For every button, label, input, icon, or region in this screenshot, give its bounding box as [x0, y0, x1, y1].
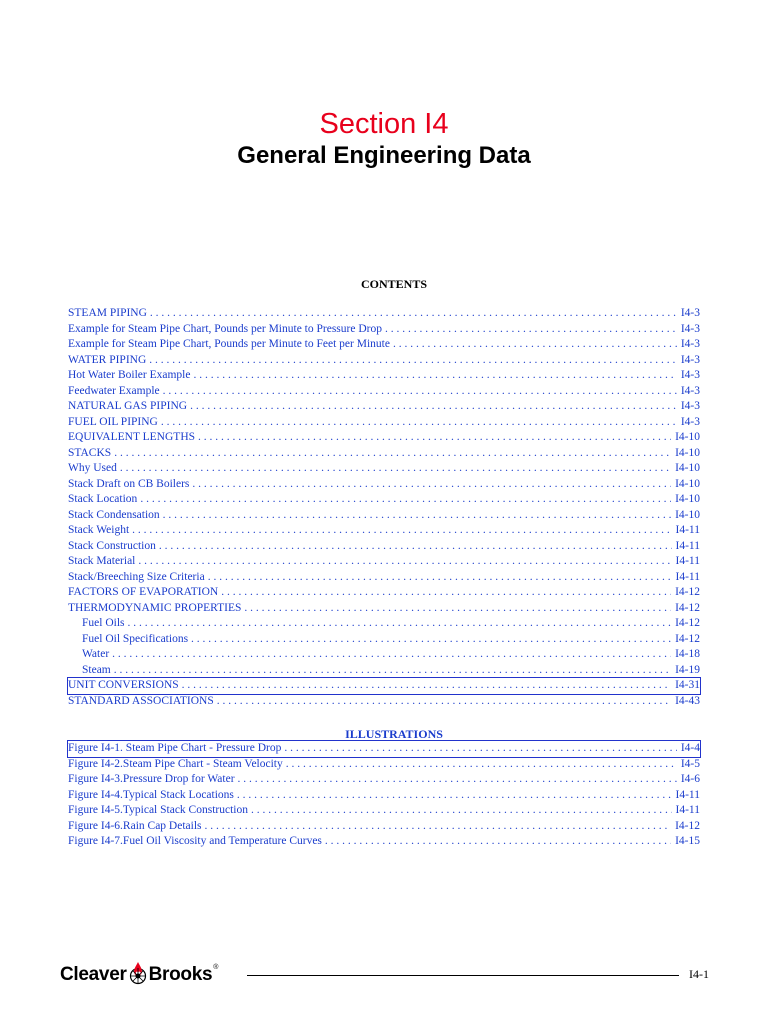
- toc-entry-page[interactable]: I4-3: [680, 369, 700, 381]
- toc-entry[interactable]: [68, 353, 700, 369]
- dot-leader: [198, 430, 671, 446]
- toc-entry-page[interactable]: I4-3: [680, 400, 700, 412]
- figure-entry-page[interactable]: I4-11: [675, 788, 700, 801]
- toc-entry[interactable]: [68, 678, 700, 694]
- toc-entry-page[interactable]: I4-12: [675, 601, 700, 614]
- cleaver-brooks-logo: [60, 958, 218, 992]
- dot-leader: [159, 539, 672, 555]
- toc-entry-label[interactable]: Stack Location: [68, 493, 138, 505]
- dot-leader: [140, 492, 671, 508]
- figure-entry[interactable]: [68, 772, 700, 788]
- dot-leader: [138, 554, 671, 570]
- toc-entry[interactable]: [68, 539, 700, 555]
- dot-leader: [208, 570, 672, 586]
- dot-leader: [217, 694, 671, 710]
- logo-flame-icon: [127, 960, 149, 990]
- dot-leader: [193, 368, 676, 384]
- dot-leader: [163, 384, 677, 400]
- toc-entry-label[interactable]: NATURAL GAS PIPING: [68, 400, 188, 412]
- toc-entry-label[interactable]: Water: [82, 648, 110, 660]
- dot-leader: [149, 353, 677, 369]
- toc-entry-page[interactable]: I4-3: [680, 353, 700, 366]
- toc-entry-page[interactable]: I4-10: [675, 462, 700, 474]
- registered-mark: ®: [213, 964, 219, 971]
- dot-leader: [325, 834, 671, 850]
- toc-entry[interactable]: [68, 632, 700, 648]
- toc-entry-page[interactable]: I4-11: [675, 524, 700, 536]
- toc-entry[interactable]: [68, 461, 700, 477]
- figure-entry-page[interactable]: I4-5: [680, 757, 700, 770]
- toc-entry[interactable]: [68, 415, 700, 431]
- toc-entry-label[interactable]: WATER PIPING: [68, 353, 147, 366]
- dot-leader: [237, 788, 672, 804]
- toc-entry[interactable]: [68, 430, 700, 446]
- toc-entry[interactable]: [68, 508, 700, 524]
- logo-text-left: Cleaver: [60, 964, 127, 985]
- toc-entry-page[interactable]: I4-18: [675, 648, 700, 660]
- toc-entry-page[interactable]: I4-3: [680, 384, 700, 397]
- figure-entry[interactable]: [68, 834, 700, 850]
- toc-entry-label[interactable]: Stack Construction: [68, 539, 156, 552]
- dot-leader: [163, 508, 671, 524]
- dot-leader: [244, 601, 671, 617]
- figure-entry[interactable]: [68, 803, 700, 819]
- dot-leader: [161, 415, 677, 431]
- dot-leader: [205, 819, 672, 835]
- dot-leader: [112, 647, 671, 663]
- toc-entry[interactable]: [68, 399, 700, 415]
- figure-entry-label[interactable]: Figure I4-7.Fuel Oil Viscosity and Temperature Curves: [68, 835, 322, 847]
- figure-entry[interactable]: [68, 819, 700, 835]
- toc-entry-label[interactable]: FUEL OIL PIPING: [68, 415, 158, 428]
- toc-entry-label[interactable]: STEAM PIPING: [68, 307, 147, 319]
- toc-entry-page[interactable]: I4-11: [675, 555, 700, 567]
- dot-leader: [221, 585, 671, 601]
- toc-entry-label[interactable]: Steam: [82, 663, 111, 676]
- toc-entry-label[interactable]: Why Used: [68, 462, 117, 474]
- toc-entry[interactable]: [68, 523, 700, 539]
- dot-leader: [284, 741, 676, 757]
- toc-entry-page[interactable]: I4-12: [675, 617, 700, 629]
- section-title: Section I4: [319, 108, 449, 140]
- toc-entry-label[interactable]: STANDARD ASSOCIATIONS: [68, 694, 214, 707]
- toc-entry-page[interactable]: I4-10: [675, 431, 700, 443]
- dot-leader: [114, 663, 671, 679]
- toc-entry[interactable]: [68, 585, 700, 601]
- toc-entry-page[interactable]: I4-43: [675, 694, 700, 707]
- toc-entry[interactable]: [68, 477, 700, 493]
- toc-entry-page[interactable]: I4-12: [675, 632, 700, 645]
- toc-entry-page[interactable]: I4-3: [680, 415, 700, 428]
- dot-leader: [114, 446, 671, 462]
- dot-leader: [238, 772, 677, 788]
- toc-entry-label[interactable]: Stack Draft on CB Boilers: [68, 477, 190, 490]
- toc-entry-page[interactable]: I4-10: [675, 508, 700, 521]
- figure-entry-label[interactable]: Figure I4-2.Steam Pipe Chart - Steam Velocity: [68, 757, 283, 770]
- figure-entry-label[interactable]: Figure I4-6.Rain Cap Details: [68, 819, 202, 832]
- contents-list: [68, 306, 700, 709]
- dot-leader: [393, 337, 677, 353]
- dot-leader: [150, 306, 677, 322]
- dot-leader: [385, 322, 677, 338]
- section-subtitle: General Engineering Data: [237, 142, 531, 169]
- toc-entry-page[interactable]: I4-3: [680, 307, 700, 319]
- figure-entry-page[interactable]: I4-12: [675, 819, 700, 832]
- figure-entry-label[interactable]: Figure I4-4.Typical Stack Locations: [68, 788, 234, 801]
- toc-entry[interactable]: [68, 616, 700, 632]
- toc-entry-page[interactable]: I4-10: [675, 446, 700, 459]
- toc-entry-label[interactable]: STACKS: [68, 446, 112, 459]
- toc-entry[interactable]: [68, 368, 700, 384]
- figure-entry-label[interactable]: Figure I4-3.Pressure Drop for Water: [68, 773, 235, 785]
- toc-entry-label[interactable]: FACTORS OF EVAPORATION: [68, 586, 219, 598]
- figure-entry-page[interactable]: I4-11: [675, 804, 700, 816]
- toc-entry-label[interactable]: Stack Weight: [68, 524, 130, 536]
- figure-entry[interactable]: [68, 788, 700, 804]
- toc-entry[interactable]: [68, 337, 700, 353]
- toc-entry-page[interactable]: I4-11: [675, 570, 700, 583]
- toc-entry[interactable]: [68, 694, 700, 710]
- dot-leader: [128, 616, 672, 632]
- figure-entry-page[interactable]: I4-4: [680, 742, 700, 754]
- toc-entry-page[interactable]: I4-10: [675, 477, 700, 490]
- toc-entry[interactable]: [68, 554, 700, 570]
- contents-heading: CONTENTS: [360, 277, 428, 291]
- figure-entry[interactable]: [68, 757, 700, 773]
- toc-entry[interactable]: [68, 492, 700, 508]
- toc-entry-page[interactable]: I4-10: [675, 493, 700, 505]
- toc-entry-label[interactable]: Stack Material: [68, 555, 136, 567]
- figure-entry-page[interactable]: I4-15: [675, 835, 700, 847]
- toc-entry[interactable]: [68, 322, 700, 338]
- toc-entry[interactable]: [68, 570, 700, 586]
- figure-entry-label[interactable]: Figure I4-5.Typical Stack Construction: [68, 804, 248, 816]
- toc-entry-page[interactable]: I4-11: [675, 539, 700, 552]
- toc-entry-label[interactable]: Stack/Breeching Size Criteria: [68, 570, 205, 583]
- toc-entry[interactable]: [68, 601, 700, 617]
- toc-entry-page[interactable]: I4-31: [675, 679, 700, 691]
- dot-leader: [191, 632, 671, 648]
- toc-entry-label[interactable]: Fuel Oil Specifications: [82, 632, 189, 645]
- toc-entry[interactable]: [68, 446, 700, 462]
- dot-leader: [132, 523, 671, 539]
- toc-entry-page[interactable]: I4-12: [675, 586, 700, 598]
- figure-entry-label[interactable]: Figure I4-1. Steam Pipe Chart - Pressure Drop: [68, 742, 282, 754]
- illustrations-list: [68, 741, 700, 850]
- dot-leader: [120, 461, 671, 477]
- toc-entry[interactable]: [68, 384, 700, 400]
- toc-entry-label[interactable]: THERMODYNAMIC PROPERTIES: [68, 601, 242, 614]
- toc-entry-label[interactable]: Stack Condensation: [68, 508, 160, 521]
- toc-entry-label[interactable]: UNIT CONVERSIONS: [68, 679, 179, 691]
- footer-rule: [247, 975, 679, 976]
- toc-entry-label[interactable]: Feedwater Example: [68, 384, 160, 397]
- toc-entry-page[interactable]: I4-19: [675, 663, 700, 676]
- toc-entry-label[interactable]: Example for Steam Pipe Chart, Pounds per Minute to Feet per Minute: [68, 338, 390, 350]
- dot-leader: [286, 757, 677, 773]
- page-number: I4-1: [689, 967, 709, 981]
- illustrations-heading: ILLUSTRATIONS: [345, 727, 443, 741]
- toc-entry-label[interactable]: Hot Water Boiler Example: [68, 369, 191, 381]
- dot-leader: [190, 399, 677, 415]
- toc-entry[interactable]: [68, 647, 700, 663]
- toc-entry-label[interactable]: EQUIVALENT LENGTHS: [68, 431, 196, 443]
- dot-leader: [192, 477, 671, 493]
- toc-entry[interactable]: [68, 306, 700, 322]
- figure-entry[interactable]: [68, 741, 700, 757]
- toc-entry-label[interactable]: Fuel Oils: [82, 617, 125, 629]
- toc-entry[interactable]: [68, 663, 700, 679]
- logo-text-right: Brooks: [148, 964, 213, 985]
- toc-entry-page[interactable]: I4-3: [680, 322, 700, 335]
- toc-entry-label[interactable]: Example for Steam Pipe Chart, Pounds per Minute to Pressure Drop: [68, 322, 382, 335]
- figure-entry-page[interactable]: I4-6: [680, 773, 700, 785]
- toc-entry-page[interactable]: I4-3: [680, 338, 700, 350]
- dot-leader: [251, 803, 672, 819]
- dot-leader: [182, 678, 671, 694]
